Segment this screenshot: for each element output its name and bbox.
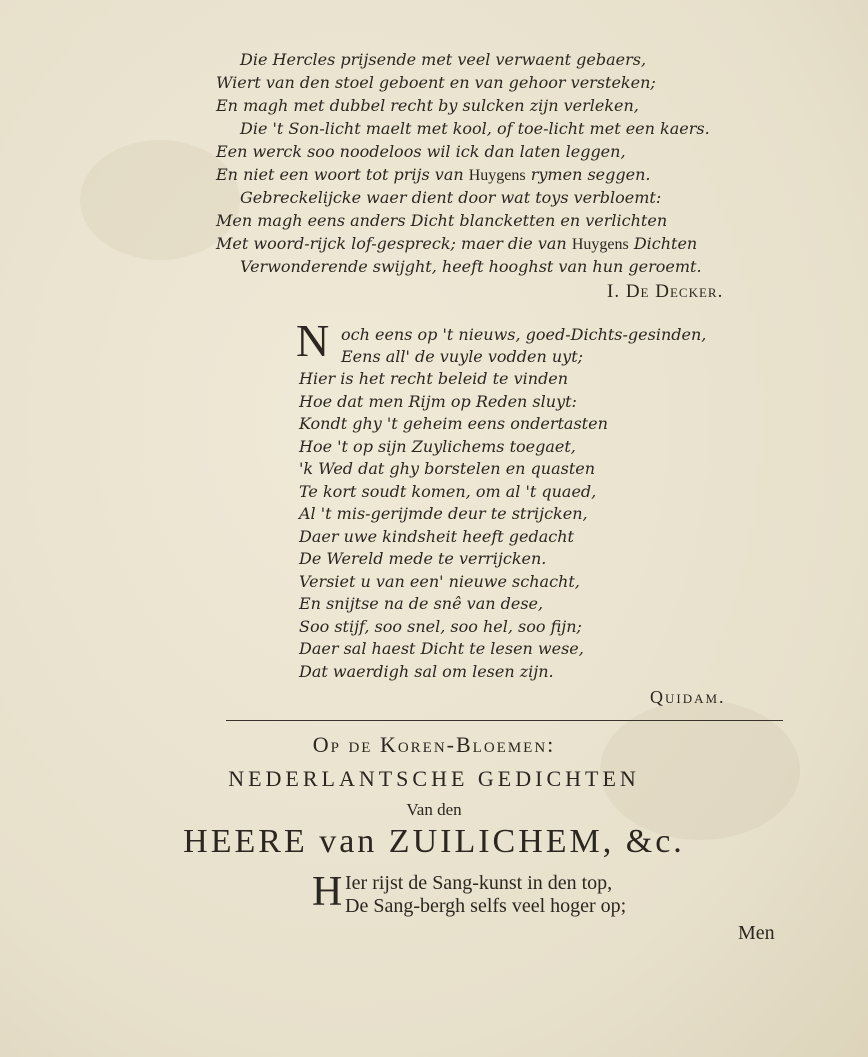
verse-line: En snijtse na de snê van dese, <box>299 594 544 613</box>
verse-line: Die 't Son-licht maelt met kool, of toe-licht met een kaers. <box>240 119 710 138</box>
heading-line-4: HEERE van ZUILICHEM, &c. <box>183 823 685 860</box>
drop-initial-n: N <box>296 315 330 366</box>
verse-line: De Wereld mede te verrijcken. <box>299 549 547 568</box>
verse-line: Al 't mis-gerijmde deur te strijcken, <box>299 504 588 523</box>
verse-line: Hoe dat men Rijm op Reden sluyt: <box>299 392 577 411</box>
verse-line: De Sang-bergh selfs veel hoger op; <box>345 895 627 917</box>
verse-line: Ier rijst de Sang-kunst in den top, <box>345 872 613 894</box>
verse-line: Soo stijf, soo snel, soo hel, soo fijn; <box>299 617 582 636</box>
separator-rule <box>226 720 783 721</box>
catchword: Men <box>738 922 775 944</box>
verse-text: rymen seggen. <box>530 165 651 184</box>
verse-line: och eens op 't nieuws, goed-Dichts-gesinden, <box>341 325 707 344</box>
verse-line: Eens all' de vuyle vodden uyt; <box>341 347 584 366</box>
name-huygens: Huygens <box>571 236 629 253</box>
verse-line: Die Hercles prijsende met veel verwaent gebaers, <box>240 50 647 69</box>
verse-line: Gebreckelijcke waer dient door wat toys verbloemt: <box>240 188 662 207</box>
verse-line: 'k Wed dat ghy borstelen en quasten <box>299 459 596 478</box>
verse-line: En magh met dubbel recht by sulcken zijn verleken, <box>216 96 639 115</box>
verse-line <box>216 165 650 186</box>
verse-line: Daer sal haest Dicht te lesen wese, <box>299 639 584 658</box>
verse-text: Dichten <box>633 234 698 253</box>
verse-line: Kondt ghy 't geheim eens ondertasten <box>299 414 608 433</box>
heading-line-1: Op de Koren-Bloemen: <box>312 732 556 757</box>
name-huygens: Huygens <box>468 167 526 184</box>
verse-text: En niet een woort tot prijs van <box>216 165 464 184</box>
verse-line: Dat waerdigh sal om lesen zijn. <box>299 662 554 681</box>
verse-line: Daer uwe kindsheit heeft gedacht <box>299 527 574 546</box>
verse-line: Een werck soo noodeloos wil ick dan laten leggen, <box>216 142 626 161</box>
verse-line <box>216 234 697 255</box>
verse-line: Verwonderende swijght, heeft hooghst van hun geroemt. <box>240 257 702 276</box>
verse-text: Met woord-rijck lof-gespreck; maer die van <box>216 234 567 253</box>
verse-line: Hoe 't op sijn Zuylichems toegaet, <box>299 437 576 456</box>
verse-line: Men magh eens anders Dicht blancketten en verlichten <box>216 211 668 230</box>
verse-line: Te kort soudt komen, om al 't quaed, <box>299 482 597 501</box>
verse-line: Wiert van den stoel geboent en van gehoor versteken; <box>216 73 656 92</box>
verse-line: Versiet u van een' nieuwe schacht, <box>299 572 580 591</box>
drop-initial-h: H <box>312 869 343 915</box>
signature-decker: I. De Decker. <box>607 281 724 302</box>
signature-quidam: Quidam. <box>650 687 726 707</box>
verse-line: Hier is het recht beleid te vinden <box>299 369 569 388</box>
heading-line-2: NEDERLANTSCHE GEDICHTEN <box>228 766 640 791</box>
heading-line-3: Van den <box>406 800 462 819</box>
